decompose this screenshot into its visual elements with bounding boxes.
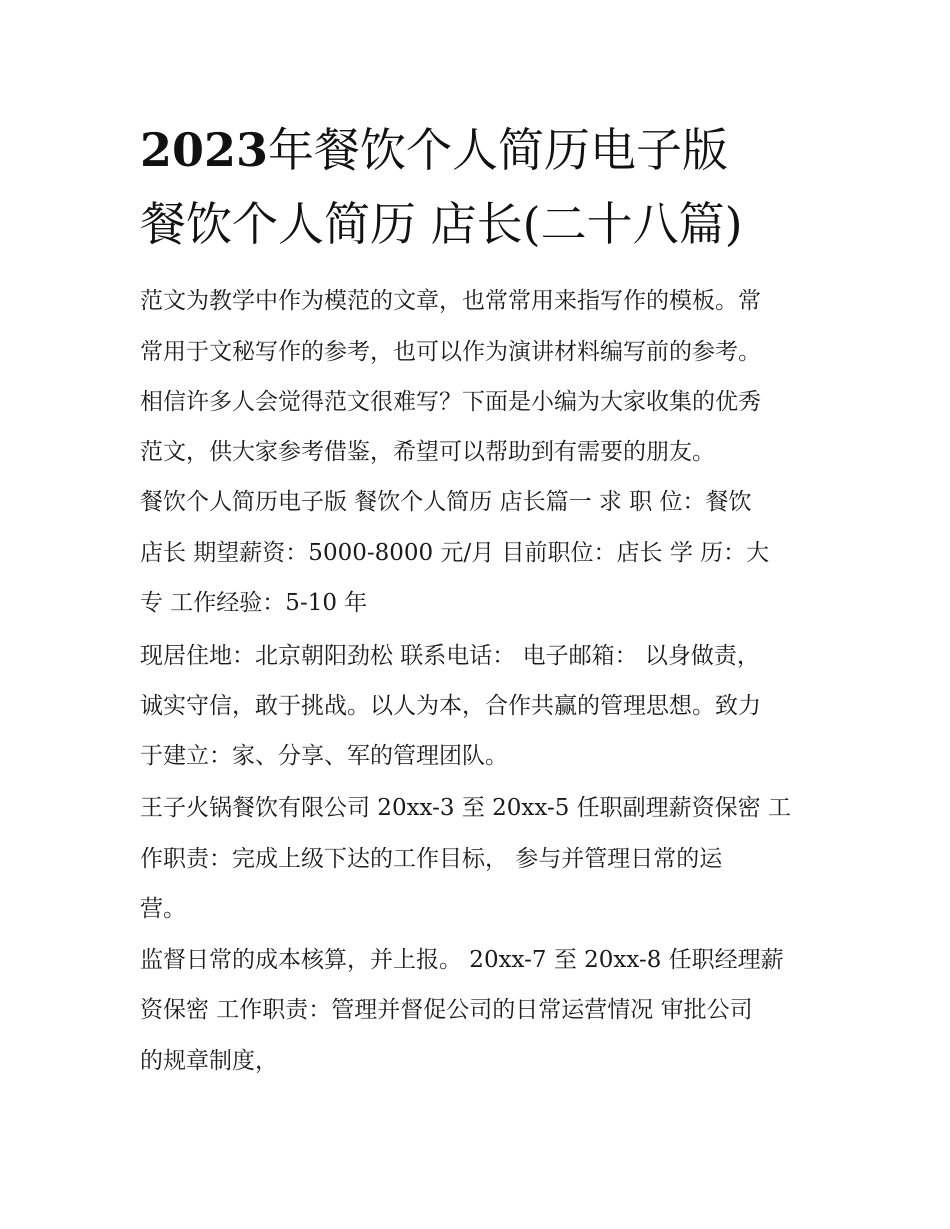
body-line: 资保密 工作职责：管理并督促公司的日常运营情况 审批公司 [140, 997, 753, 1023]
title-year: 2023 [140, 123, 269, 177]
document-title-line1 [140, 123, 840, 177]
body-line: 范文，供大家参考借鉴，希望可以帮助到有需要的朋友。 [140, 439, 715, 465]
body-line: 现居住地：北京朝阳劲松 联系电话： 电子邮箱： 以身做责， [140, 643, 760, 669]
body-line: 营。 [140, 896, 186, 922]
body-line: 常用于文秘写作的参考，也可以作为演讲材料编写前的参考。 [140, 339, 761, 365]
body-line: 作职责：完成上级下达的工作目标， 参与并管理日常的运 [140, 846, 723, 872]
body-line: 相信许多人会觉得范文很难写？下面是小编为大家收集的优秀 [140, 389, 761, 415]
body-line: 店长 期望薪资：5000-8000 元/月 目前职位：店长 学 历：大 [140, 540, 770, 566]
title-line1-text: 年餐饮个人简历电子版 [268, 123, 729, 177]
body-line: 监督日常的成本核算，并上报。 20xx-7 至 20xx-8 任职经理薪 [140, 947, 784, 973]
body-line: 诚实守信，敢于挑战。以人为本，合作共赢的管理思想。致力 [140, 693, 761, 719]
body-line: 专 工作经验：5-10 年 [140, 590, 368, 616]
body-line: 的规章制度， [140, 1048, 278, 1074]
body-line: 范文为教学中作为模范的文章，也常常用来指写作的模板。常 [140, 288, 761, 314]
document-title-line2: 餐饮个人简历 店长(二十八篇) [140, 197, 743, 251]
body-line: 餐饮个人简历电子版 餐饮个人简历 店长篇一 求 职 位：餐饮 [140, 489, 752, 515]
body-line: 王子火锅餐饮有限公司 20xx-3 至 20xx-5 任职副理薪资保密 工 [140, 795, 791, 821]
body-line: 于建立：家、分享、军的管理团队。 [140, 743, 508, 769]
